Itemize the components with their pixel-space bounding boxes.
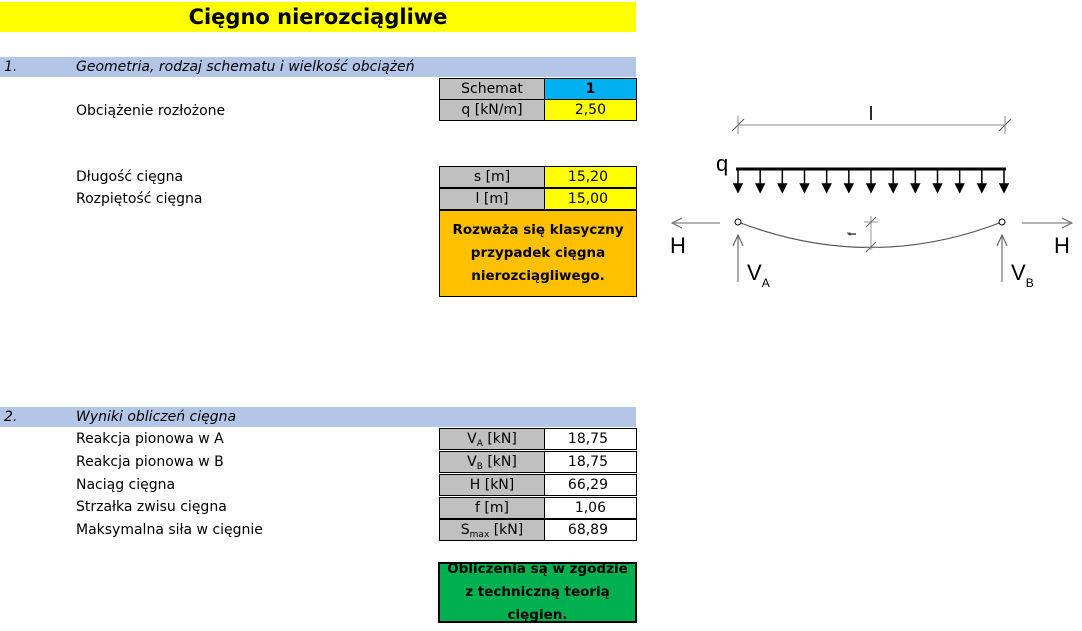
load-arrow-head [978, 184, 986, 192]
max-force-label: Maksymalna siła w cięgnie [76, 522, 263, 538]
load-arrow-head [778, 184, 786, 192]
load-arrow-head [867, 184, 875, 192]
max-force-value-cell: 68,89 [544, 519, 637, 541]
load-arrow-head [734, 184, 742, 192]
load-symbol: q [716, 151, 729, 176]
va-label: $V_A$ [747, 260, 770, 290]
schema-value-cell[interactable]: 1 [544, 78, 637, 100]
load-arrow-head [801, 184, 809, 192]
verification-note-text: Obliczenia są w zgodzie z techniczną teorią cięgien. [447, 561, 628, 623]
load-arrow-head [889, 184, 897, 192]
reaction-b-unit-cell: $V_B$ [kN] [439, 451, 545, 473]
verification-note [438, 562, 637, 623]
load-arrow-head [823, 184, 831, 192]
assumption-note-text: Rozważa się klasyczny przypadek cięgna nierozciągliwego. [452, 222, 624, 284]
reaction-a-label: Reakcja pionowa w A [76, 431, 224, 447]
reaction-b-value-cell: 18,75 [544, 451, 637, 473]
span-unit-cell: l [m] [439, 188, 545, 210]
reaction-b-label: Reakcja pionowa w B [76, 454, 224, 470]
page-title: Cięgno nierozciągliwe [0, 2, 636, 32]
cable-curve [738, 222, 1002, 248]
section-1-header [0, 57, 636, 77]
section-1-number: 1. [4, 59, 18, 75]
sag-label: Strzałka zwisu cięgna [76, 499, 227, 515]
reaction-a-value-cell: 18,75 [544, 428, 637, 450]
span-value-cell[interactable]: 15,00 [544, 188, 637, 210]
sag-value-cell: 1,06 [544, 497, 637, 519]
h-right-label: H [1054, 233, 1070, 258]
cable-length-unit-cell: s [m] [439, 166, 545, 188]
load-arrows [734, 170, 1008, 192]
span-label: Rozpiętość cięgna [76, 191, 203, 207]
load-arrow-head [956, 184, 964, 192]
support-a [735, 219, 741, 225]
schema-unit-cell: Schemat [439, 78, 545, 100]
cable-length-value-cell[interactable]: 15,20 [544, 166, 637, 188]
section-2-header [0, 407, 636, 427]
h-left-label: H [670, 233, 686, 258]
load-unit-cell: q [kN/m] [439, 99, 545, 121]
support-b [999, 219, 1005, 225]
load-value-cell[interactable]: 2,50 [544, 99, 637, 121]
sag-symbol: f [845, 232, 859, 236]
tension-unit-cell: H [kN] [439, 474, 545, 496]
reaction-a-unit-cell: $V_A$ [kN] [439, 428, 545, 450]
vb-label: $V_B$ [1011, 260, 1034, 290]
load-label: Obciążenie rozłożone [76, 103, 226, 119]
cable-diagram [660, 90, 1080, 305]
load-arrow-head [934, 184, 942, 192]
tension-label: Naciąg cięgna [76, 477, 176, 493]
load-arrow-head [756, 184, 764, 192]
tension-value-cell: 66,29 [544, 474, 637, 496]
max-force-unit-cell: $S_{max}$ [kN] [439, 519, 545, 541]
section-2-number: 2. [4, 409, 18, 425]
load-arrow-head [845, 184, 853, 192]
section-1-title: Geometria, rodzaj schematu i wielkość obciążeń [76, 59, 415, 75]
assumption-note [439, 210, 637, 297]
section-2-title: Wyniki obliczeń cięgna [76, 409, 237, 425]
load-arrow-head [911, 184, 919, 192]
cable-length-label: Długość cięgna [76, 169, 184, 185]
span-symbol: l [868, 104, 874, 125]
sag-unit-cell: f [m] [439, 497, 545, 519]
load-arrow-head [1000, 184, 1008, 192]
